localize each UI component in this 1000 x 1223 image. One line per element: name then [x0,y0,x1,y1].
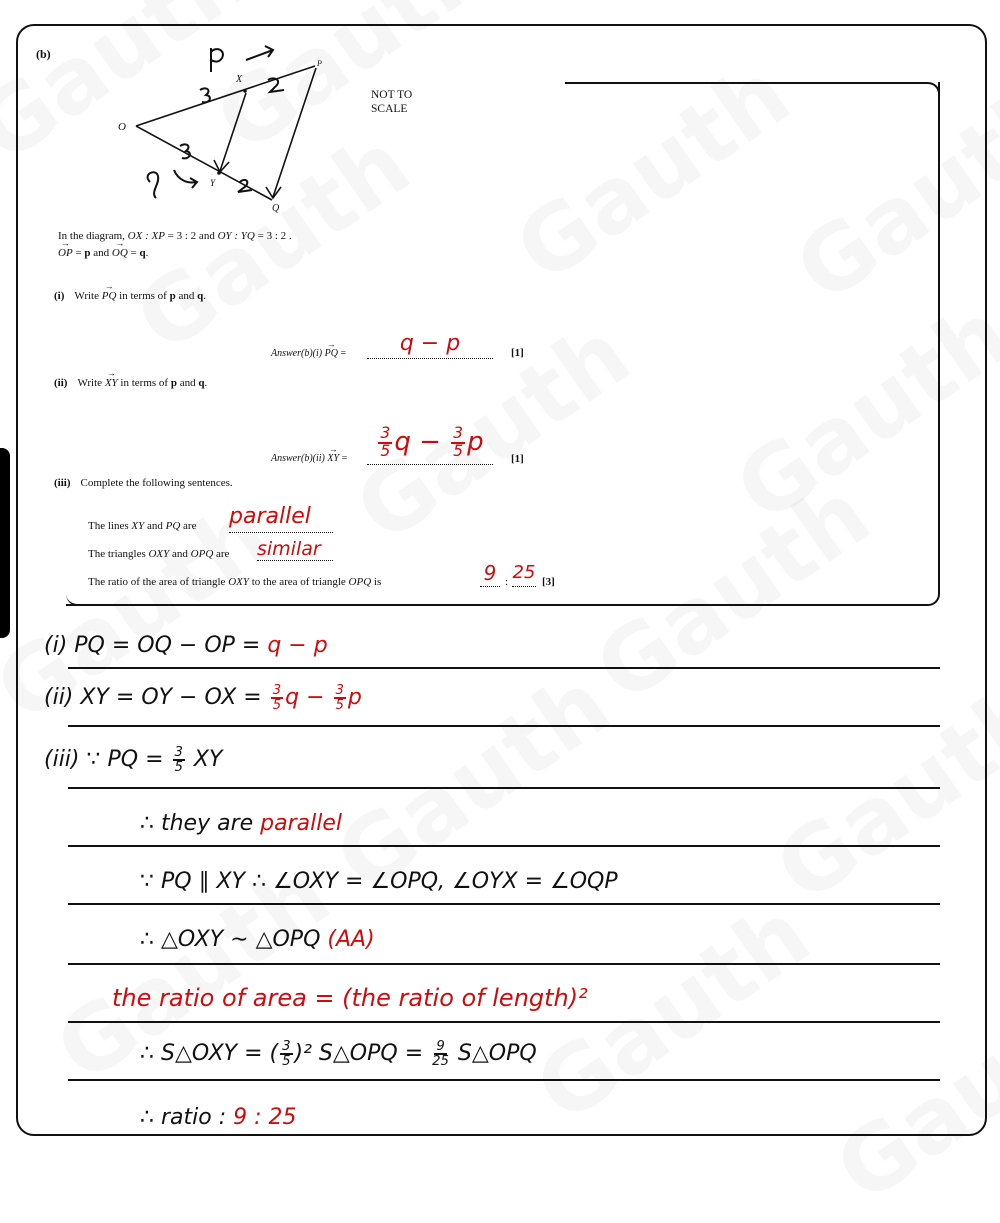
fraction: $\frac{3}{5}$ [453,423,464,460]
part-label: (b) [36,47,51,61]
solution-rule [68,787,940,789]
fraction: $\frac{3}{5}$ [380,423,391,460]
point-p-label: P [317,59,322,68]
ratio-colon: : [505,576,509,588]
part-ii-marks: [1] [511,453,524,465]
solution-line-6: ∴ △OXY ∼ △OPQ (AA) [140,927,375,952]
point-q-label: Q [272,203,280,214]
solution-line-8: ∴ S△OXY = ( $\frac{3}{5}$ )² S△OPQ = $\frac{9}{25}$ S△OPQ [140,1039,537,1070]
sentence-3-answer-field-2[interactable]: 25 [512,560,536,587]
solution-rule [68,845,940,847]
point-x-label: X [236,74,243,85]
part-ii-answer-field[interactable]: $\frac{3}{5}$ q − $\frac{3}{5}$ p [367,420,493,465]
part-i-marks: [1] [511,347,524,359]
solution-line-3: (iii) ∵ PQ = $\frac{3}{5}$ XY [44,745,223,776]
solution-rule [68,1079,940,1081]
solution-line-4: ∴ they are parallel [140,811,343,836]
sentence-3: The ratio of the area of triangle OXY to the area of triangle OPQ is [88,576,382,588]
vector-oq: → OQ [112,247,128,260]
not-to-scale-line2: SCALE [371,102,408,115]
vector-diagram [0,0,420,220]
not-to-scale-line1: NOT TO [371,89,413,101]
sentence-3-answer-field-1[interactable]: 9 [480,560,500,587]
sentence-1-answer-field[interactable]: parallel [229,502,333,533]
part-iii-marks: [3] [542,576,555,588]
sentence-2: The triangles OXY and OPQ are [88,548,230,560]
part-ii-question: (ii) Write → XY in terms of p and q. [54,377,207,390]
sentence-1: The lines XY and PQ are [88,520,197,532]
solution-rule [68,667,940,669]
part-i-answer-field[interactable]: q − p [367,330,493,359]
solution-rule [68,903,940,905]
page-edge-bar [0,448,10,638]
point-o-label: O [118,121,126,133]
solution-line-1: (i) PQ = OQ − OP = q − p [44,633,328,658]
part-i-question: (i) Write → PQ in terms of p and q. [54,290,206,303]
not-to-scale-note [371,89,412,117]
given-line-1: In the diagram, OX : XP = 3 : 2 and OY : YQ = 3 : 2 . [58,230,292,242]
given-line-2: → OP = p and → OQ = q. [58,247,148,260]
point-y-label: Y [210,178,216,188]
solution-rule [68,963,940,965]
solution-rule [68,725,940,727]
solution-rule [68,1021,940,1023]
solution-line-9: ∴ ratio : 9 : 25 [140,1105,297,1130]
part-ii-answer-label: Answer(b)(ii) → XY = [271,453,347,465]
solution-line-5: ∵ PQ ∥ XY ∴ ∠OXY = ∠OPQ, ∠OYX = ∠OQP [140,869,618,894]
part-i-answer-label: Answer(b)(i) → PQ = [271,348,346,360]
solution-line-2: (ii) XY = OY − OX = $\frac{3}{5}$ q − $\frac{3}{5}$ p [44,683,362,714]
solution-line-7: the ratio of area = (the ratio of length)² [112,984,588,1012]
vector-op: → OP [58,247,73,260]
sentence-2-answer-field[interactable]: similar [257,538,333,561]
part-iii-question: (iii) Complete the following sentences. [54,477,233,489]
